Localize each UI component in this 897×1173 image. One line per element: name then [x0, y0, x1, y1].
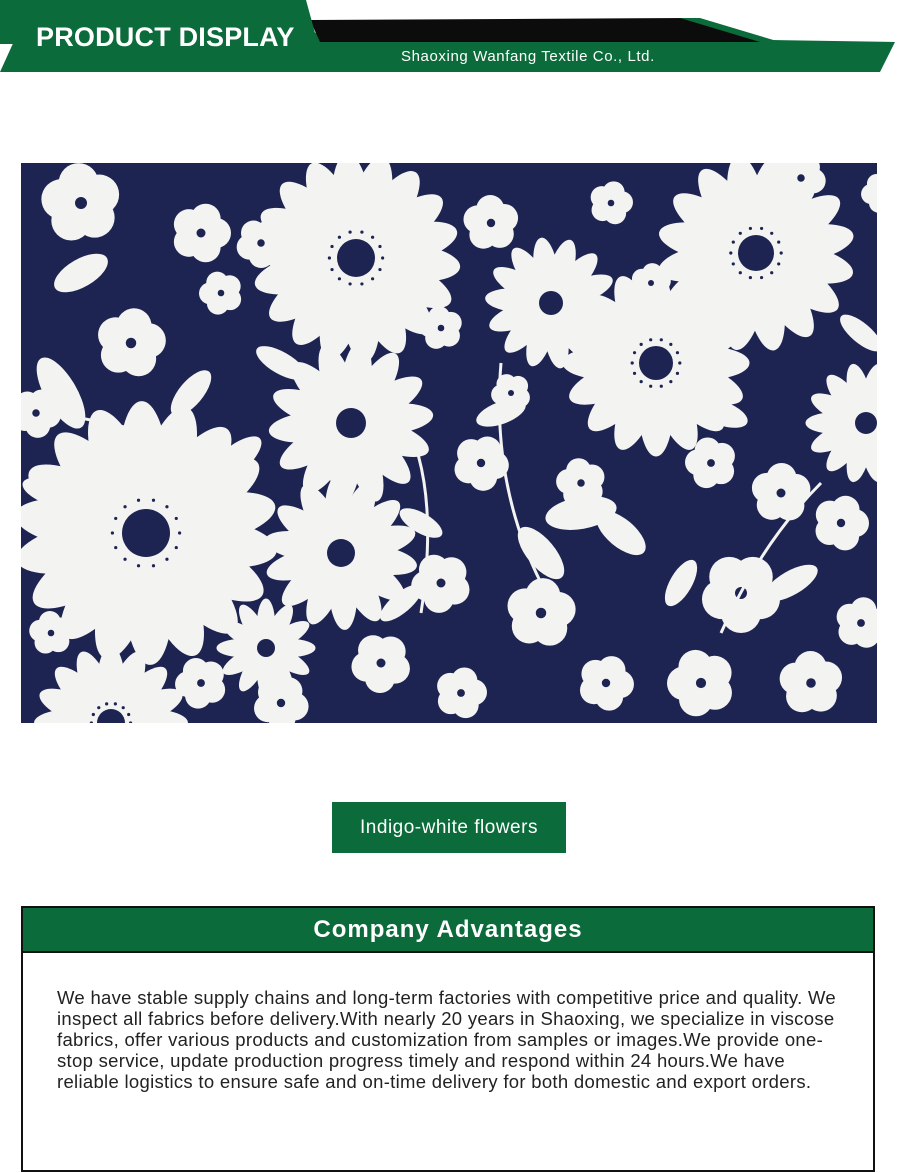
advantages-heading: Company Advantages — [23, 908, 873, 953]
floral-print-image — [21, 163, 877, 723]
page-title: PRODUCT DISPLAY — [36, 22, 295, 52]
advantages-panel — [21, 906, 875, 1172]
advantages-text: We have stable supply chains and long-term factories with competitive price and quality. We inspect all fabrics before delivery.With nearly 20 years in Shaoxing, we specialize in viscose fabrics, offer various products and customization from samples or images.We provide one-stop service, update production progress timely and respond within 24 hours.We have reliable logistics to ensure safe and on-time delivery for both domestic and export orders. — [57, 987, 836, 1092]
product-caption: Indigo-white flowers — [332, 802, 566, 853]
header-banner — [0, 0, 897, 75]
company-name: Shaoxing Wanfang Textile Co., Ltd. — [401, 48, 655, 65]
fabric-photo — [21, 163, 877, 723]
